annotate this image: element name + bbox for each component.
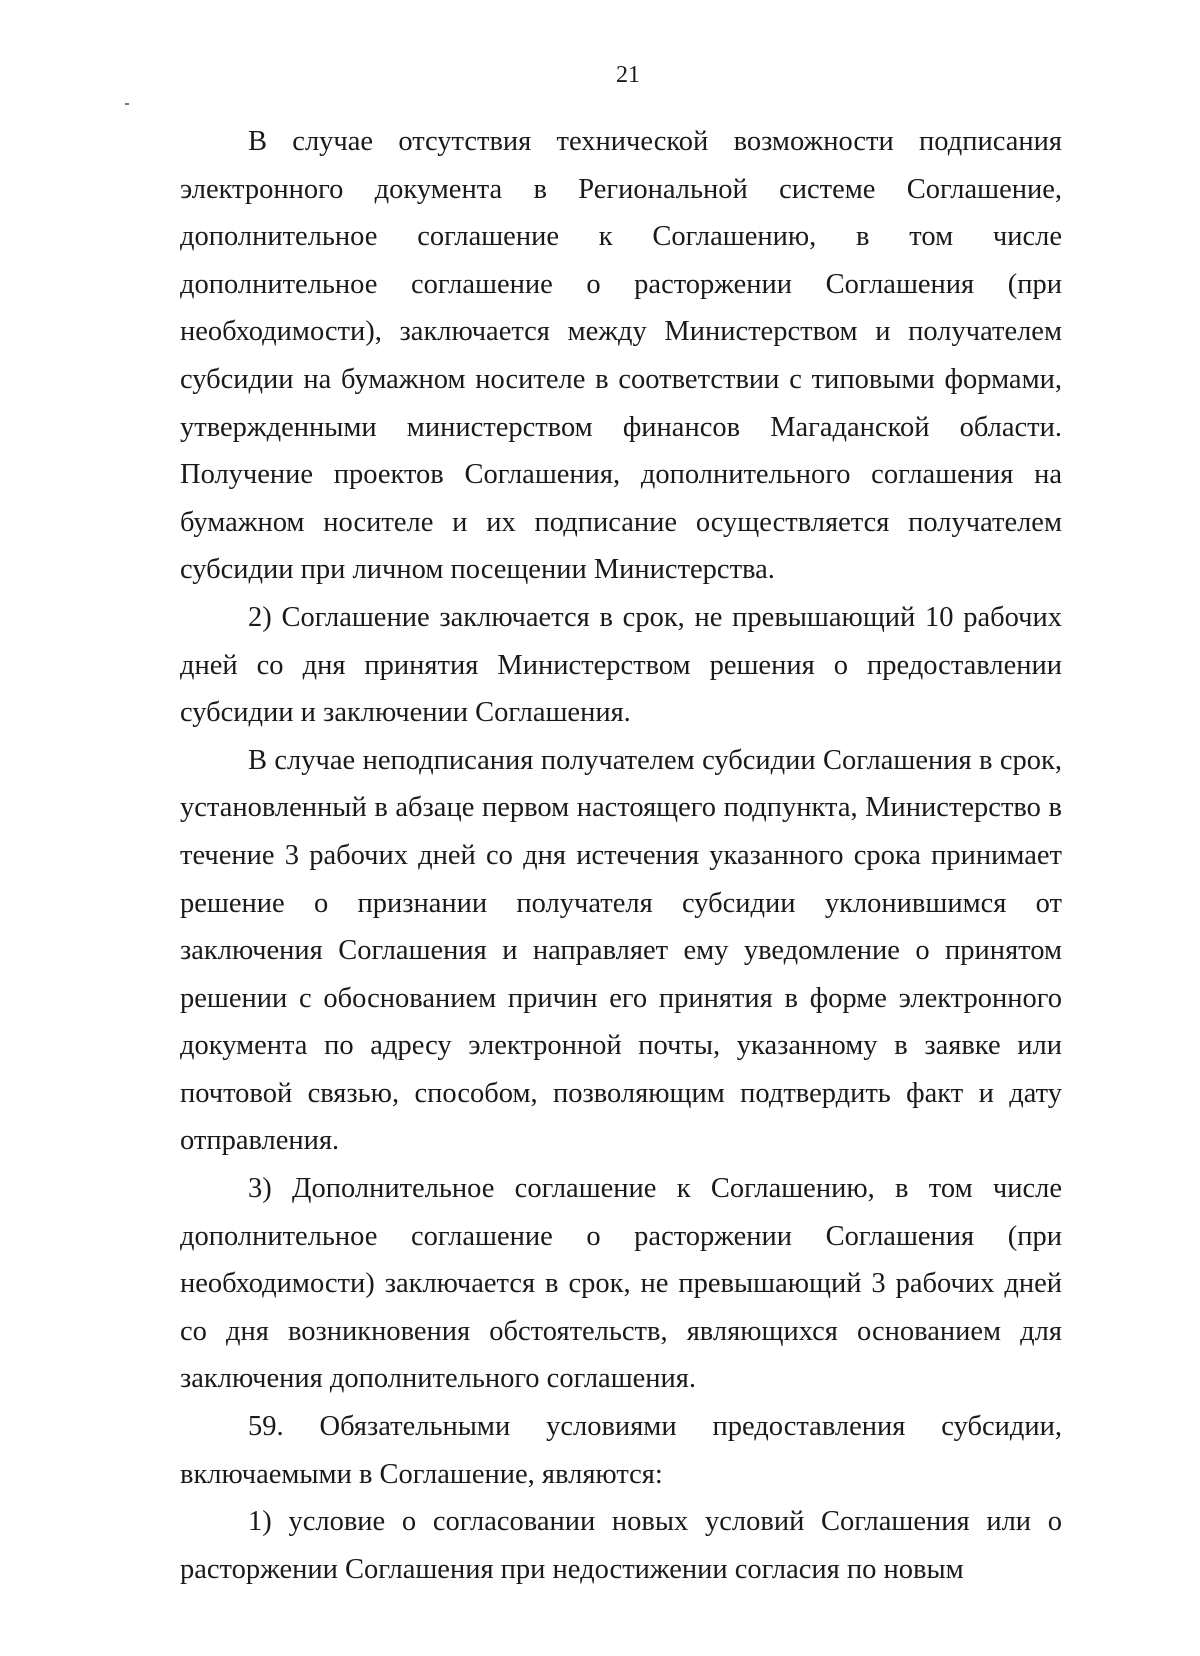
page-number: 21: [616, 62, 640, 88]
scan-mark: [125, 103, 129, 105]
paragraph-condition-1: 1) условие о согласовании новых условий Соглашения или о расторжении Соглашения при недостижении согласия по новым: [180, 1506, 1062, 1585]
document-body: [180, 118, 1062, 1593]
paragraph-item-3: 3) Дополнительное соглашение к Соглашению, в том числе дополнительное соглашение о расторжении Соглашения (при необходимости) заключается в срок, не превышающий 3 рабочих дней со дня возникновения обстоятельств, являющихся основанием для заключения дополнительного соглашения.: [180, 1173, 1062, 1395]
paragraph-non-signing: В случае неподписания получателем субсидии Соглашения в срок, установленный в абзаце первом настоящего подпункта, Министерство в течение 3 рабочих дней со дня истечения указанного срока принимает решение о признании получателя субсидии уклонившимся от заключения Соглашения и направляет ему уведомление о принятом решении с обоснованием причин его принятия в форме электронного документа по адресу электронной почты, указанному в заявке или почтовой связью, способом, позволяющим подтвердить факт и дату отправления.: [180, 744, 1062, 1157]
paragraph-item-2: 2) Соглашение заключается в срок, не превышающий 10 рабочих дней со дня принятия Министерством решения о предоставлении субсидии и заключении Соглашения.: [180, 601, 1062, 729]
paragraph-clause-59: 59. Обязательными условиями предоставления субсидии, включаемыми в Соглашение, являются:: [180, 1411, 1062, 1490]
paragraph-no-technical-possibility: В случае отсутствия технической возможности подписания электронного документа в Региональной системе Соглашение, дополнительное соглашение к Соглашению, в том числе дополнительное соглашение о расторжении Соглашения (при необходимости), заключается между Министерством и получателем субсидии на бумажном носителе в соответствии с типовыми формами, утвержденными министерством финансов Магаданской области. Получение проектов Соглашения, дополнительного соглашения на бумажном носителе и их подписание осуществляется получателем субсидии при личном посещении Министерства.: [180, 126, 1062, 586]
